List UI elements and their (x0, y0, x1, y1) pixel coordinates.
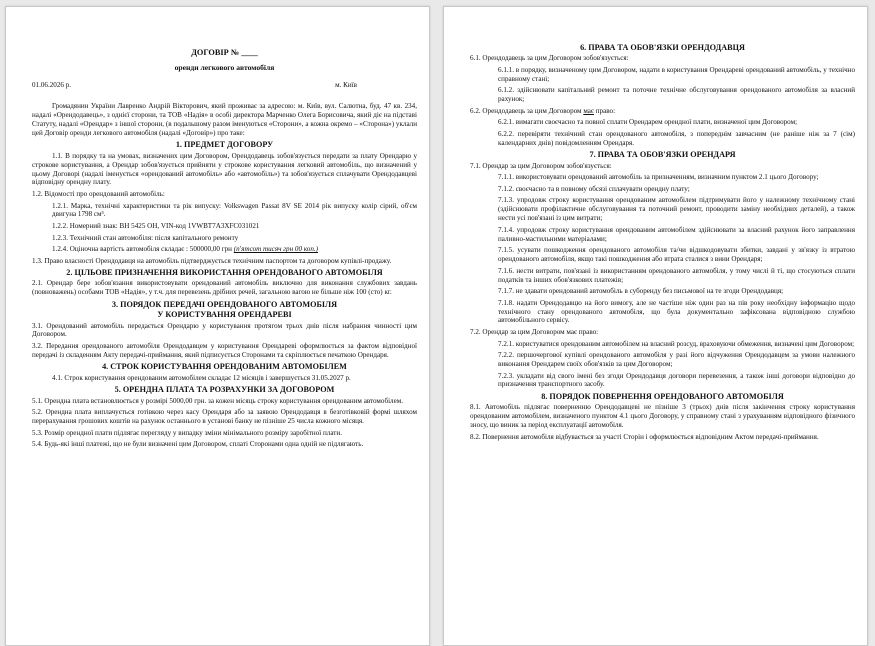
clause-1-2: 1.2. Відомості про орендований автомобіль: (32, 189, 165, 198)
clause-6-1: 6.1. Орендодавець за цим Договором зобов'язується: (470, 54, 629, 63)
document-page-2 (443, 6, 868, 646)
section-heading-5: 5. ОРЕНДНА ПЛАТА ТА РОЗРАХУНКИ ЗА ДОГОВОРОМ (114, 385, 335, 395)
clause-1-2-1: 1.2.1. Марка, технічні характеристики та рік випуску: Volkswagen Passat 8V SE 2014 рік випуску колір сірий, об'єм двигуна 1798 см³. (52, 201, 417, 219)
clause-7-1-4: 7.1.4. упродовж строку користування орендованим автомобілем здійснювати за власний рахунок його заправлення паливно-мастильними матеріалами; (498, 225, 855, 243)
section-heading-6: 6. ПРАВА ТА ОБОВ'ЯЗКИ ОРЕНДОДАВЦЯ (580, 43, 745, 52)
date-city-row (32, 81, 417, 90)
preamble: Громадянин України Лавренко Андрій Вікторович, який проживає за адресою: м. Київ, вул. Салютна, буд. 47 кв. 234, надалі «Орендодавець», з однієї сторони, та ТОВ «Надія» в особі директора Марченко Олега Борисовича, який діє на підставі Статуту, надалі «Орендар» з іншої сторони, (в подальшому разом іменуються «Сторони», а кожна окремо – «Сторона») уклали цей Договір оренди легкового автомобіля (надалі «Договір») про таке: (32, 101, 417, 137)
clause-1-3: 1.3. Право власності Орендодавця на автомобіль підтверджується технічним паспортом та договором купівлі-продажу. (32, 256, 392, 265)
clause-6-2-end: право: (593, 106, 616, 115)
section-heading-1: 1. ПРЕДМЕТ ДОГОВОРУ (175, 140, 274, 150)
clause-2-1: 2.1. Орендар бере зобов'язання використовувати орендований автомобіль виключно для виконання службових завдань (повноважень) особами ТОВ «Надія», у т.ч. для перевезень дрібних речей, загальною вагою не більше ніж 100 (сто) кг. (32, 279, 417, 297)
clause-5-3: 5.3. Розмір орендної плати підлягає перегляду у випадку зміни мінімального розміру заробітної плати. (32, 428, 342, 437)
clause-8-2: 8.2. Повернення автомобіля відбувається за участі Сторін і оформлюється відповідним Актом передачі-приймання. (470, 432, 819, 441)
clause-1-2-4-words: (п'ятсот тисяч грн 00 коп.) (233, 245, 319, 254)
clause-7-1-2: 7.1.2. своєчасно та в повному обсязі сплачувати орендну плату; (498, 184, 690, 193)
document-page-1 (5, 6, 430, 646)
contract-title: ДОГОВІР № ____ (191, 48, 258, 57)
clause-5-2: 5.2. Орендна плата виплачується готівкою через касу Орендаря або за заявою Орендодавця в безготівковій формі шляхом перерахування грошових коштів на рахунок останнього в установі банку не пізніше 25 числа кожного місяця. (32, 408, 417, 426)
clause-1-1: 1.1. В порядку та на умовах, визначених цим Договором, Орендодавець зобов'язується передати за плату Орендарю у строкове користування, а Орендар зобов'язується прийняти у строкове користування легковий автомобіль, що визначений у цьому Договорі (надалі іменується «орендований автомобіль» або «автомобіль») та зобов'язується сплачувати Орендодавцеві відповідну орендну плату. (32, 151, 417, 187)
clause-6-2-text: 6.2. Орендодавець за цим Договором (470, 106, 584, 115)
section-heading-3-line-2: У КОРИСТУВАННЯ ОРЕНДАРЕВІ (157, 310, 292, 320)
clause-1-2-4 (32, 245, 417, 254)
clause-5-4: 5.4. Будь-які інші платежі, що не були визначені цим Договором, сплаті Сторонами одна одній не підлягають. (32, 440, 364, 449)
clause-1-2-2: 1.2.2. Номерний знак: ВН 5425 ОН, VIN-код 1VWBT7A3XFC031021 (52, 221, 260, 230)
clause-8-1: 8.1. Автомобіль підлягає поверненню Орендодавцеві не пізніше 3 (трьох) днів після закінчення строку користування орендованим автомобілем, визначеного пунктом 4.1 цього Договору, у справному стані з урахуванням відповідного фізичного зносу, що виник за період експлуатації автомобіля. (470, 403, 855, 430)
section-heading-3: 3. ПОРЯДОК ПЕРЕДАЧІ ОРЕНДОВАНОГО АВТОМОБІЛЯ (111, 299, 338, 309)
contract-date: 01.06.2026 р. (32, 81, 72, 90)
contract-city: м. Київ (335, 81, 357, 90)
clause-7-2-1: 7.2.1. користуватися орендованим автомобілем на власний розсуд, враховуючи обмеження, визначені цим Договором; (498, 339, 855, 348)
clause-5-1: 5.1. Орендна плата встановлюється у розмірі 5000,00 грн. за кожен місяць строку користування орендованим автомобілем. (32, 396, 404, 405)
clause-7-2: 7.2. Орендар за цим Договором має право: (470, 328, 599, 336)
clause-6-2-2: 6.2.2. перевіряти технічний стан орендованого автомобіля, з попереднім завчасним (не раніше ніж за 7 (сім) календарних днів) повідомленням Орендаря. (498, 129, 855, 147)
clause-7-1-7: 7.1.7. не здавати орендований автомобіль в суборенду без письмової на те згоди Орендодавця; (498, 287, 784, 296)
clause-1-2-4-text: 1.2.4. Оціночна вартість автомобіля складає : 500000,00 грн (52, 245, 232, 254)
section-heading-4: 4. СТРОК КОРИСТУВАННЯ ОРЕНДОВАНИМ АВТОМОБІЛЕМ (102, 362, 347, 372)
clause-7-2-2: 7.2.2. першочергової купівлі орендованого автомобіля у разі його відчуження Орендодавцем за умови належного виконання Орендарем своїх обов'язків за цим Договором; (498, 351, 855, 368)
clause-1-2-3: 1.2.3. Технічний стан автомобіля: після капітального ремонту (52, 233, 239, 242)
clause-7-1-6: 7.1.6. нести витрати, пов'язані із використанням орендованого автомобіля, у тому числі й ті, що стосуються сплати податків та інших обов'язкових платежів; (498, 266, 855, 284)
clause-4-1: 4.1. Строк користування орендованим автомобілем складає 12 місяців і завершується 31.05.2027 р. (52, 373, 351, 382)
clause-6-2-underlined: має (583, 106, 594, 115)
clause-6-2-1: 6.2.1. вимагати своєчасно та повної сплати Орендарем орендної плати, визначеної цим Договором; (498, 118, 798, 127)
section-heading-2: 2. ЦІЛЬОВЕ ПРИЗНАЧЕННЯ ВИКОРИСТАННЯ ОРЕНДОВАНОГО АВТОМОБІЛЯ (66, 268, 383, 278)
clause-6-1-1: 6.1.1. в порядку, визначеному цим Договором, надати в користування Орендареві орендований автомобіль, у технічно справному стані; (498, 65, 855, 83)
clause-6-2 (470, 107, 855, 116)
clause-6-1-2: 6.1.2. здійснювати капітальний ремонт та поточне технічне обслуговування орендованого автомобіля за власний рахунок; (498, 86, 855, 104)
clause-3-1: 3.1. Орендований автомобіль передається Орендарю у користування протягом трьох днів після набрання чинності цим Договором. (32, 321, 417, 339)
clause-7-1-3: 7.1.3. упродовж строку користування орендованим автомобілем підтримувати його у належному технічному стані (здійснювати профілактичне обслуговування та поточний ремонт, проводити заміну необхідних деталей), а також нести усі пов'язані із цим витрати; (498, 196, 855, 223)
clause-7-1: 7.1. Орендар за цим Договором зобов'язується: (470, 161, 612, 170)
clause-7-2-3: 7.2.3. укладати від свого імені без згоди Орендодавця договори перевезення, а також інші договори відповідно до призначення транспортного засобу. (498, 371, 855, 389)
clause-7-1-1: 7.1.1. використовувати орендований автомобіль за призначенням, визначним пунктом 2.1 цього Договору; (498, 173, 819, 182)
section-heading-8: 8. ПОРЯДОК ПОВЕРНЕННЯ ОРЕНДОВАНОГО АВТОМОБІЛЯ (541, 392, 784, 401)
clause-7-1-8: 7.1.8. надати Орендодавцю на його вимогу, але не частіше ніж один раз на пів року необхідну інформацію щодо технічного стану орендованого автомобіля, що була документально зафіксована відповідною службою автомобільного сервісу. (498, 298, 855, 325)
contract-subtitle: оренди легкового автомобіля (174, 63, 275, 73)
section-heading-7: 7. ПРАВА ТА ОБОВ'ЯЗКИ ОРЕНДАРЯ (589, 150, 736, 160)
clause-3-2: 3.2. Передання орендованого автомобіля Орендодавцем у користування Орендареві оформлюється за фактом відповідної передачі із складенням Акту передачі-приймання, який підписується Сторонами та скріплюється печаткою Орендаря. (32, 342, 417, 359)
clause-7-1-5: 7.1.5. усувати пошкодження орендованого автомобіля та/чи відшкодовувати збитки, завдані у зв'язку із втратою орендованого автомобіля, якщо такі пошкодження або втрата сталися з вини Орендаря; (498, 246, 855, 264)
